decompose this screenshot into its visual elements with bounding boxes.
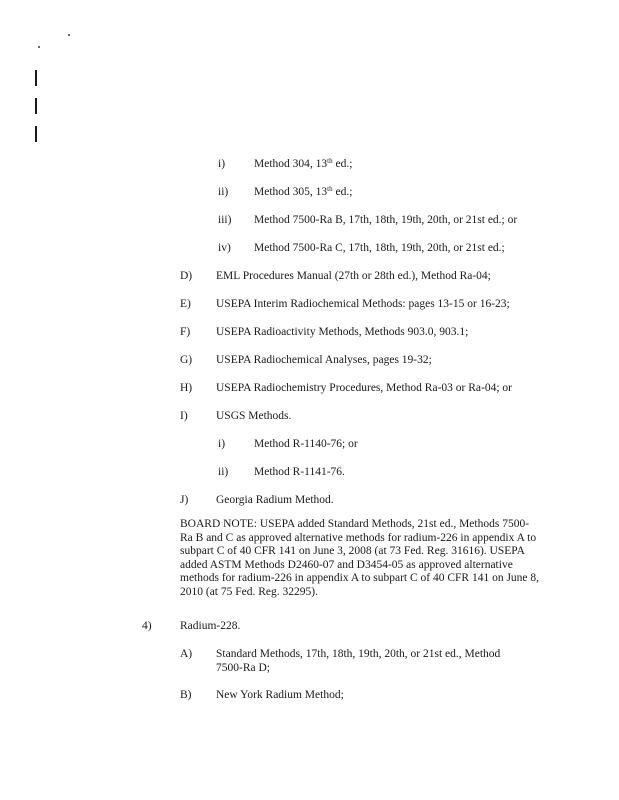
item-label: iii): [218, 214, 232, 226]
item-text: USEPA Radiochemical Analyses, pages 19-32;: [216, 354, 432, 366]
item-text: Method 7500-Ra B, 17th, 18th, 19th, 20th, or 21st ed.; or: [254, 214, 518, 226]
item-label: iv): [218, 242, 231, 254]
revision-bar: [35, 126, 37, 142]
item-text: USEPA Radiochemistry Procedures, Method Ra-03 or Ra-04; or: [216, 382, 512, 394]
item-label: B): [180, 689, 192, 701]
item-label: E): [180, 298, 191, 310]
item-text: USEPA Interim Radiochemical Methods: pages 13-15 or 16-23;: [216, 298, 510, 310]
item-label: 4): [142, 620, 152, 632]
item-text: New York Radium Method;: [216, 689, 344, 701]
item-text: Method R-1141-76.: [254, 466, 345, 478]
item-text: Method 7500-Ra C, 17th, 18th, 19th, 20th, or 21st ed.;: [254, 242, 505, 254]
item-label: I): [180, 410, 188, 422]
revision-bar: [35, 98, 37, 114]
item-text: USEPA Radioactivity Methods, Methods 903.0, 903.1;: [216, 326, 469, 338]
item-text: Georgia Radium Method.: [216, 494, 334, 506]
item-label: G): [180, 354, 193, 366]
item-text: Radium-228.: [180, 620, 241, 632]
item-text: Method R-1140-76; or: [254, 438, 358, 450]
item-label: i): [218, 438, 226, 450]
item-text: EML Procedures Manual (27th or 28th ed.), Method Ra-04;: [216, 270, 491, 282]
item-label: i): [218, 158, 226, 170]
board-note: BOARD NOTE: USEPA added Standard Methods, 21st ed., Methods 7500-Ra B and C as approved alternative methods for radium-226 in appendix A to subpart C of 40 CFR 141 on June 3, 2008 (at 73 Fed. Reg. 31616). USEPA added ASTM Methods D2460-07 and D3454-05 as approved alternative methods for radium-226 in appendix A to subpart C of 40 CFR 141 on June 8, 2010 (at 75 Fed. Reg. 32295).: [180, 518, 540, 598]
item-text: Method 305, 13th ed.;: [254, 185, 353, 198]
item-label: A): [180, 648, 193, 660]
revision-bar: [35, 70, 37, 86]
margin-speck: [38, 46, 40, 48]
item-text: Standard Methods, 17th, 18th, 19th, 20th, or 21st ed., Method 7500-Ra D;: [216, 648, 501, 674]
margin-speck: [68, 34, 70, 36]
item-label: H): [180, 382, 193, 394]
item-label: ii): [218, 466, 229, 478]
item-text: USGS Methods.: [216, 410, 292, 422]
item-label: J): [180, 494, 189, 506]
item-label: ii): [218, 186, 229, 198]
item-label: D): [180, 270, 193, 282]
item-label: F): [180, 326, 191, 338]
item-text: Method 304, 13th ed.;: [254, 157, 353, 170]
